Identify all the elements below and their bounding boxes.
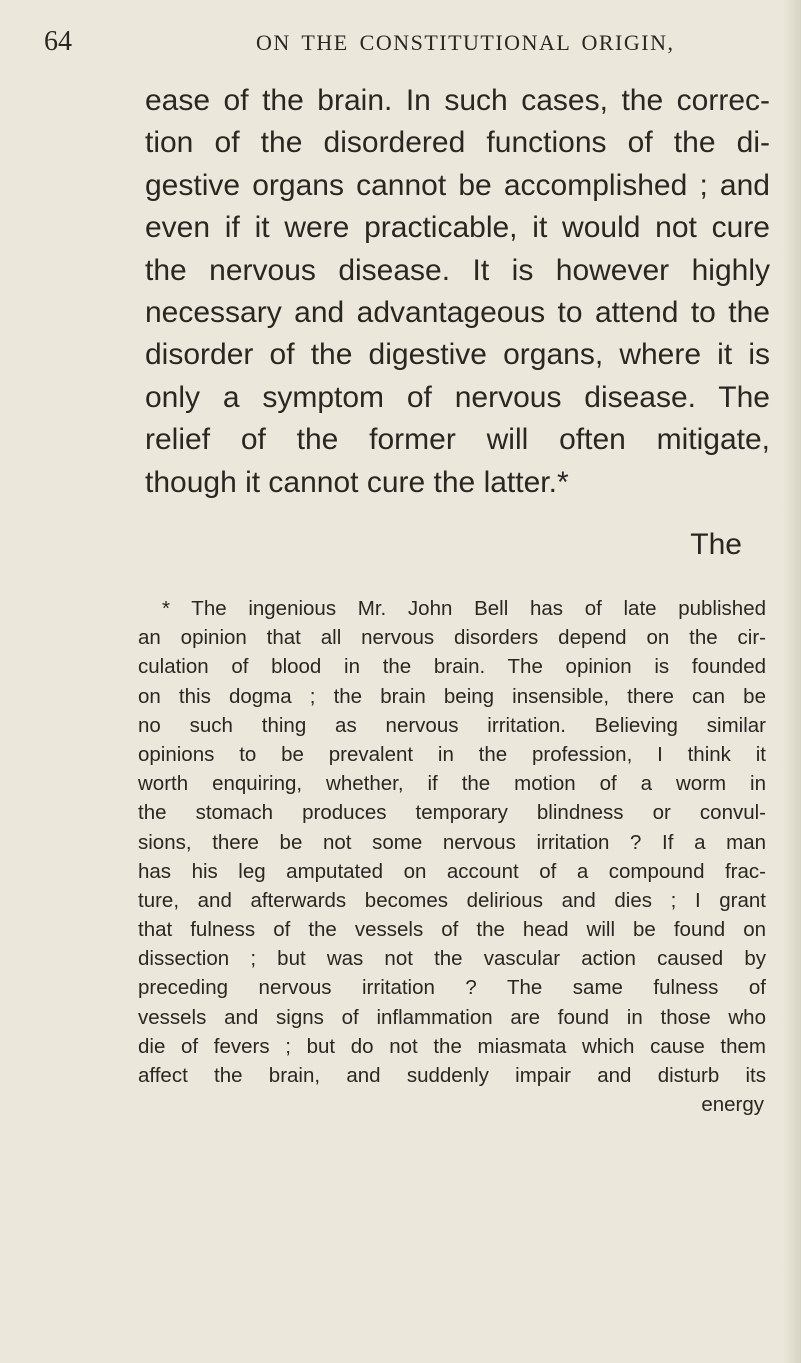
main-text	[145, 80, 770, 566]
footnote-line: opinions to be prevalent in the profession, I think it	[138, 742, 766, 766]
footnote-line: no such thing as nervous irritation. Believing similar	[138, 713, 766, 737]
footnote-line: the stomach produces temporary blindness or convul-	[138, 801, 766, 825]
footnote-line: affect the brain, and suddenly impair and disturb its	[138, 1064, 766, 1087]
footnote-line: dissection ; but was not the vascular action caused by	[138, 947, 766, 971]
text-line: ease of the brain. In such cases, the correc-	[145, 84, 770, 117]
footnote-line: culation of blood in the brain. The opinion is founded	[138, 655, 766, 679]
footnote-line: that fulness of the vessels of the head will be found on	[138, 918, 766, 942]
footnote-line: vessels and signs of inflammation are found in those who	[138, 1005, 766, 1029]
text-line: disorder of the digestive organs, where it is	[145, 338, 770, 372]
text-line: necessary and advantageous to attend to the	[145, 295, 770, 329]
footnote-line: on this dogma ; the brain being insensible, there can be	[138, 684, 766, 708]
footnote	[138, 594, 766, 1119]
footnote-line: * The ingenious Mr. John Bell has of late published	[162, 597, 766, 620]
running-head	[44, 26, 764, 62]
footnote-line: worth enquiring, whether, if the motion of a worm in	[138, 772, 766, 796]
footnote-catchword: energy	[701, 1093, 764, 1117]
footnote-line: has his leg amputated on account of a compound frac-	[138, 859, 766, 883]
running-title: ON THE CONSTITUTIONAL ORIGIN,	[256, 30, 675, 55]
page-edge-shadow	[783, 0, 801, 1363]
text-line: even if it were practicable, it would not cure	[145, 211, 770, 245]
text-line: the nervous disease. It is however highly	[145, 253, 770, 287]
text-line: gestive organs cannot be accomplished ; and	[145, 168, 770, 202]
text-line: relief of the former will often mitigate,	[145, 423, 770, 457]
text-line-last: though it cannot cure the latter.*	[145, 465, 569, 499]
catchword: The	[690, 527, 742, 561]
footnote-line: die of fevers ; but do not the miasmata which cause them	[138, 1034, 766, 1058]
page-number: 64	[44, 26, 72, 57]
footnote-line: sions, there be not some nervous irritation ? If a man	[138, 830, 766, 854]
footnote-line: preceding nervous irritation ? The same fulness of	[138, 976, 766, 1000]
text-line: tion of the disordered functions of the di-	[145, 126, 770, 160]
text-line: only a symptom of nervous disease. The	[145, 380, 770, 414]
footnote-line: ture, and afterwards becomes delirious and dies ; I grant	[138, 888, 766, 912]
footnote-line: an opinion that all nervous disorders depend on the cir-	[138, 626, 766, 650]
